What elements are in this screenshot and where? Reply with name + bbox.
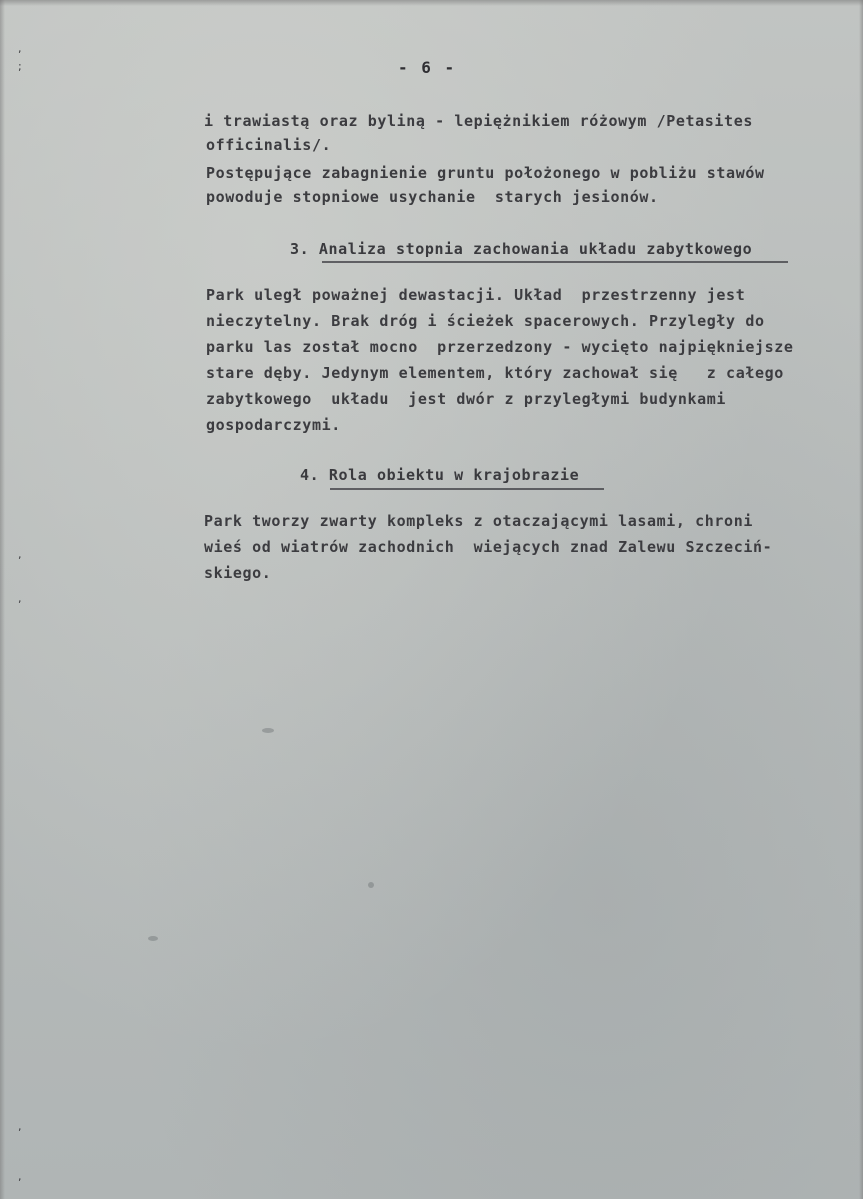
section-4-line-3: skiego.: [204, 564, 272, 582]
margin-mark: ,: [18, 1170, 22, 1183]
section-3-heading: 3. Analiza stopnia zachowania układu zabytkowego: [290, 240, 753, 258]
paper-spot: [148, 936, 158, 941]
margin-mark: ,: [18, 1120, 22, 1133]
intro-line-2: officinalis/.: [206, 136, 332, 154]
section-3-line-3: parku las został mocno przerzedzony - wycięto najpiękniejsze: [206, 338, 794, 356]
section-3-heading-underline: [322, 261, 788, 263]
section-4-heading-underline: [330, 488, 604, 490]
margin-mark: ,: [18, 42, 22, 55]
margin-mark: ;: [18, 60, 22, 73]
section-4-heading: 4. Rola obiektu w krajobrazie: [300, 466, 580, 484]
section-4-line-1: Park tworzy zwarty kompleks z otaczającymi lasami, chroni: [204, 512, 753, 530]
page-edge-right: [859, 0, 863, 1199]
intro-line-1: i trawiastą oraz byliną - lepiężnikiem różowym /Petasites: [204, 112, 753, 130]
margin-mark: ,: [18, 548, 22, 561]
paper-spot: [262, 728, 274, 733]
margin-mark: ,: [18, 592, 22, 605]
section-3-line-1: Park uległ poważnej dewastacji. Układ przestrzenny jest: [206, 286, 746, 304]
intro-line-4: powoduje stopniowe usychanie starych jesionów.: [206, 188, 659, 206]
section-3-line-4: stare dęby. Jedynym elementem, który zachował się z całego: [206, 364, 784, 382]
page-number: - 6 -: [398, 58, 457, 77]
section-3-line-2: nieczytelny. Brak dróg i ścieżek spacerowych. Przyległy do: [206, 312, 765, 330]
section-3-line-5: zabytkowego układu jest dwór z przyległymi budynkami: [206, 390, 727, 408]
page-edge-top: [0, 0, 863, 6]
page-edge-left: [0, 0, 5, 1199]
section-3-line-6: gospodarczymi.: [206, 416, 341, 434]
section-4-line-2: wieś od wiatrów zachodnich wiejących znad Zalewu Szczeciń-: [204, 538, 773, 556]
paper-spot: [368, 882, 374, 888]
intro-line-3: Postępujące zabagnienie gruntu położonego w pobliżu stawów: [206, 164, 765, 182]
